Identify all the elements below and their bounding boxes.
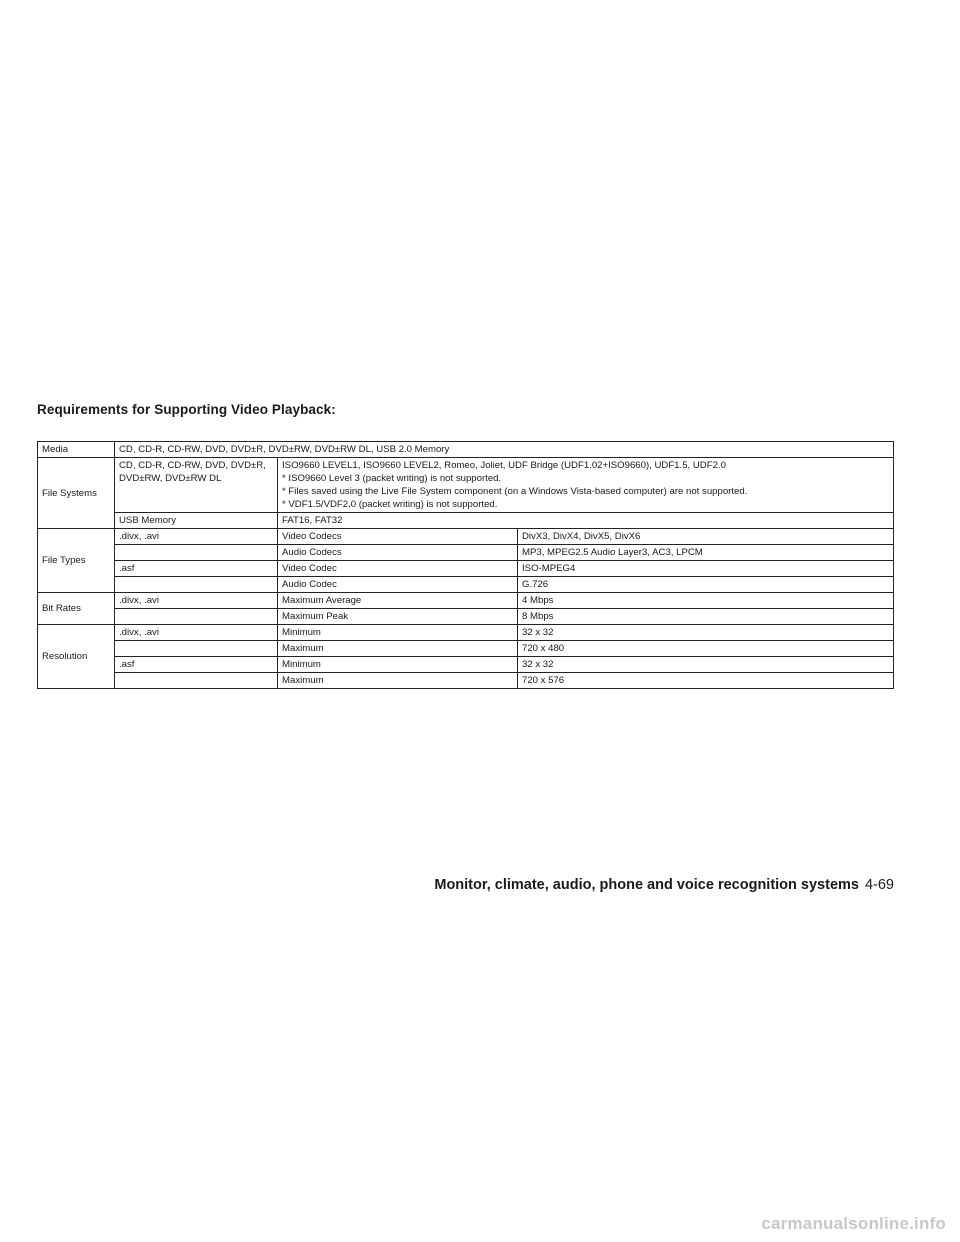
property-cell: Maximum bbox=[278, 641, 518, 657]
media-value: CD, CD-R, CD-RW, DVD, DVD±R, DVD±RW, DVD±RW DL, USB 2.0 Memory bbox=[115, 442, 894, 458]
property-cell: Maximum Average bbox=[278, 593, 518, 609]
table-row-media bbox=[38, 442, 894, 458]
property-cell: Audio Codec bbox=[278, 577, 518, 593]
table-row bbox=[38, 529, 894, 545]
table-row bbox=[38, 673, 894, 689]
video-playback-requirements-table bbox=[37, 441, 894, 689]
file-systems-disc-list: ISO9660 LEVEL1, ISO9660 LEVEL2, Romeo, Joliet, UDF Bridge (UDF1.02+ISO9660), UDF1.5, UDF2.0 bbox=[282, 460, 726, 471]
extension-cell: .asf bbox=[115, 561, 278, 577]
file-systems-note: * VDF1.5/VDF2.0 (packet writing) is not supported. bbox=[282, 499, 498, 510]
value-cell: ISO-MPEG4 bbox=[518, 561, 894, 577]
row-label-file-types: File Types bbox=[38, 529, 115, 593]
page-number: 4-69 bbox=[864, 877, 894, 893]
extension-cell bbox=[115, 641, 278, 657]
page-footer bbox=[426, 876, 894, 894]
property-cell: Minimum bbox=[278, 625, 518, 641]
table-row-file-systems-disc bbox=[38, 458, 894, 513]
extension-cell bbox=[115, 577, 278, 593]
file-systems-note: * ISO9660 Level 3 (packet writing) is not supported. bbox=[282, 473, 502, 484]
row-label-resolution: Resolution bbox=[38, 625, 115, 689]
table-row bbox=[38, 657, 894, 673]
value-cell: 720 x 576 bbox=[518, 673, 894, 689]
extension-cell bbox=[115, 609, 278, 625]
value-cell: DivX3, DivX4, DivX5, DivX6 bbox=[518, 529, 894, 545]
section-heading: Requirements for Supporting Video Playback: bbox=[37, 402, 336, 417]
table-row bbox=[38, 625, 894, 641]
extension-cell: .asf bbox=[115, 657, 278, 673]
file-systems-note: * Files saved using the Live File System component (on a Windows Vista-based computer) are not supported. bbox=[282, 486, 748, 497]
file-systems-usb-value: FAT16, FAT32 bbox=[278, 513, 894, 529]
table-row-file-systems-usb bbox=[38, 513, 894, 529]
value-cell: 720 x 480 bbox=[518, 641, 894, 657]
extension-cell: .divx, .avi bbox=[115, 529, 278, 545]
value-cell: 32 x 32 bbox=[518, 625, 894, 641]
watermark-text: carmanualsonline.info bbox=[761, 1214, 946, 1233]
value-cell: 4 Mbps bbox=[518, 593, 894, 609]
file-systems-disc-media: CD, CD-R, CD-RW, DVD, DVD±R, DVD±RW, DVD±RW DL bbox=[115, 458, 278, 513]
property-cell: Maximum Peak bbox=[278, 609, 518, 625]
table-row bbox=[38, 545, 894, 561]
file-systems-usb-media: USB Memory bbox=[115, 513, 278, 529]
extension-cell: .divx, .avi bbox=[115, 625, 278, 641]
property-cell: Minimum bbox=[278, 657, 518, 673]
extension-cell: .divx, .avi bbox=[115, 593, 278, 609]
property-cell: Video Codec bbox=[278, 561, 518, 577]
table-row bbox=[38, 561, 894, 577]
table-row bbox=[38, 641, 894, 657]
file-systems-disc-cell bbox=[278, 458, 894, 513]
row-label-bit-rates: Bit Rates bbox=[38, 593, 115, 625]
extension-cell bbox=[115, 545, 278, 561]
footer-section-title: Monitor, climate, audio, phone and voice recognition systems bbox=[434, 877, 859, 893]
property-cell: Audio Codecs bbox=[278, 545, 518, 561]
table-row bbox=[38, 593, 894, 609]
extension-cell bbox=[115, 673, 278, 689]
value-cell: MP3, MPEG2.5 Audio Layer3, AC3, LPCM bbox=[518, 545, 894, 561]
value-cell: 8 Mbps bbox=[518, 609, 894, 625]
property-cell: Video Codecs bbox=[278, 529, 518, 545]
property-cell: Maximum bbox=[278, 673, 518, 689]
value-cell: 32 x 32 bbox=[518, 657, 894, 673]
table-row bbox=[38, 577, 894, 593]
table-row bbox=[38, 609, 894, 625]
value-cell: G.726 bbox=[518, 577, 894, 593]
row-label-file-systems: File Systems bbox=[38, 458, 115, 529]
row-label-media: Media bbox=[38, 442, 115, 458]
